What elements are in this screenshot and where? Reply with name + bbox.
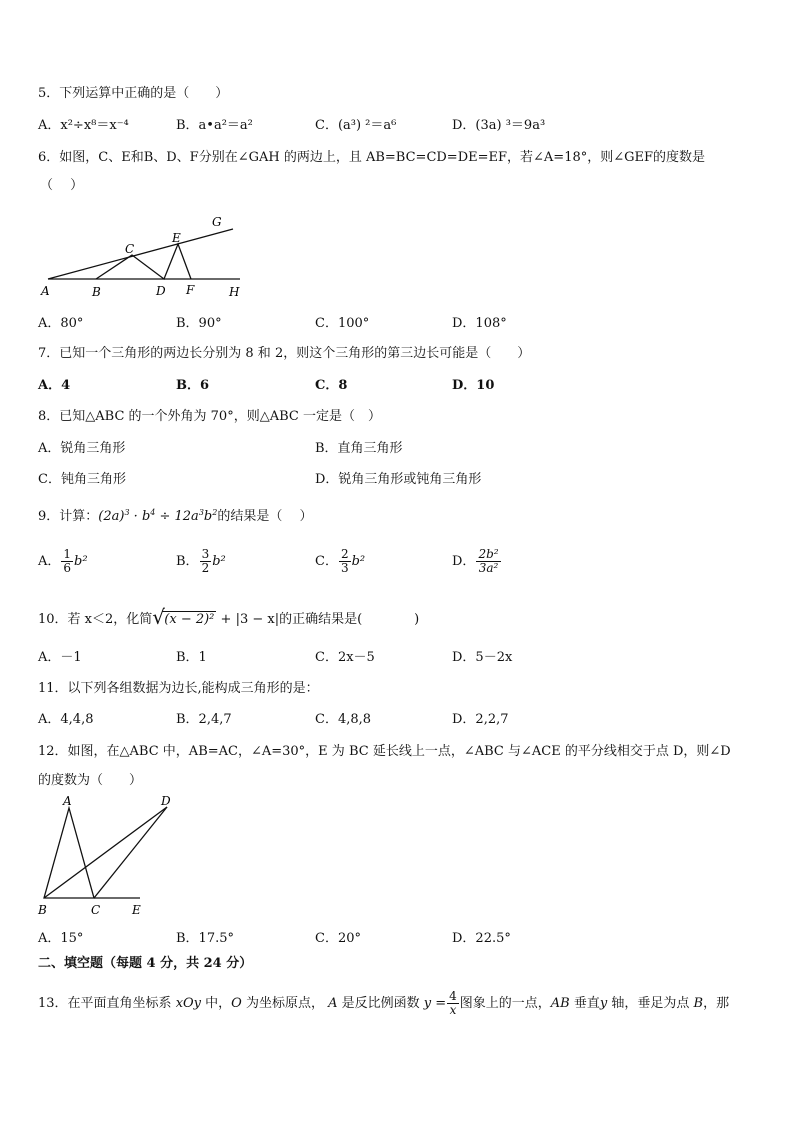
q7-option-b: B．6	[176, 378, 210, 393]
q6-label-e: E	[172, 231, 181, 245]
q9-expr-b: b	[203, 509, 213, 524]
q6-label-g: G	[212, 215, 222, 229]
q9-b-label: B．	[176, 554, 199, 569]
q9-a-tail: b²	[74, 554, 88, 569]
q10-tail: + |3 − x|的正确结果是( )	[216, 612, 420, 627]
q9-c-fraction	[339, 548, 351, 575]
q13-p7: 轴，垂足为点	[607, 996, 694, 1011]
q11-option-c: C．4,8,8	[315, 712, 372, 727]
q12-triangle-abc	[44, 808, 94, 898]
q6-stem-cont: （ ）	[40, 178, 84, 193]
q8-stem: 8．已知△ABC 的一个外角为 70°，则△ABC 一定是（ ）	[38, 409, 381, 424]
q9-c-num: 2	[340, 547, 349, 561]
q12-label-a: A	[63, 794, 72, 808]
q12-label-e: E	[132, 903, 141, 917]
q13-num: 4	[449, 989, 457, 1003]
q9-c-label: C．	[315, 554, 338, 569]
q9-prefix: 9．计算：	[38, 509, 99, 524]
q13-p3: 为坐标原点，	[241, 996, 329, 1011]
q9-c-den: 3	[340, 561, 349, 575]
q13-o: O	[231, 996, 242, 1011]
q13-p2: 中，	[201, 996, 232, 1011]
q11-stem: 11．以下列各组数据为边长,能构成三角形的是：	[38, 681, 319, 696]
sqrt-symbol-icon: √	[152, 605, 166, 629]
q8-option-d: D．锐角三角形或钝角三角形	[315, 472, 482, 487]
q9-b-fraction	[200, 548, 212, 575]
q9-a-den: 6	[63, 561, 72, 575]
q9-stem	[38, 505, 312, 524]
q9-expr-exp4: 2	[212, 508, 218, 517]
q10-option-b: B．1	[176, 650, 207, 665]
q12-label-b: B	[38, 903, 47, 917]
q8-option-c: C．钝角三角形	[38, 472, 126, 487]
q9-d-num: 2b²	[478, 547, 499, 561]
q12-stem-cont: 的度数为（ ）	[38, 773, 143, 788]
q13-p8: ，那	[703, 996, 730, 1011]
q10-option-c: C．2x－5	[315, 650, 375, 665]
q13-p4: 是反比例函数	[337, 996, 424, 1011]
q13-prefix: 13．在平面直角坐标系	[38, 996, 176, 1011]
q9-a-label: A．	[38, 554, 61, 569]
q9-a-num: 1	[63, 547, 72, 561]
q13-y: y	[599, 996, 608, 1011]
q11-option-b: B．2,4,7	[176, 712, 232, 727]
q6-label-c: C	[125, 242, 135, 256]
q13-b: B	[693, 996, 704, 1011]
q9-d-den: 3a²	[478, 561, 499, 575]
q9-b-num: 3	[201, 547, 210, 561]
q9-d-fraction	[476, 548, 500, 575]
q5-option-a: A．x²÷x⁸＝x⁻⁴	[38, 118, 129, 133]
section2-title: 二、填空题（每题 4 分，共 24 分）	[38, 956, 253, 971]
q11-option-d: D．2,2,7	[452, 712, 509, 727]
q10-option-a: A．－1	[38, 650, 82, 665]
q13-p6: 垂直	[569, 996, 600, 1011]
q8-option-a: A．锐角三角形	[38, 441, 126, 456]
q13-p5: 图象上的一点，	[459, 996, 551, 1011]
q6-option-c: C．100°	[315, 316, 370, 331]
q10-prefix: 10．若 x＜2，化简	[38, 612, 153, 627]
q9-expression	[98, 509, 217, 524]
q12-option-d: D．22.5°	[452, 931, 511, 946]
q13-den: x	[449, 1003, 457, 1017]
q9-expr-mid: · b	[129, 509, 151, 524]
q12-figure	[32, 792, 182, 922]
q9-b-tail: b²	[212, 554, 226, 569]
q9-expr-exp2: 4	[150, 508, 156, 517]
q10-stem	[38, 605, 420, 629]
q6-label-a: A	[41, 284, 50, 298]
q13-stem	[38, 990, 729, 1017]
q9-expr-exp3: 3	[198, 508, 204, 517]
q12-option-a: A．15°	[38, 931, 84, 946]
q6-option-d: D．108°	[452, 316, 507, 331]
q9-d-label: D．	[452, 554, 476, 569]
q6-label-d: D	[156, 284, 166, 298]
q9-a-fraction	[61, 548, 73, 575]
q6-option-b: B．90°	[176, 316, 222, 331]
q5-option-d: D．(3a) ³＝9a³	[452, 118, 546, 133]
q6-figure	[36, 208, 256, 304]
q11-option-a: A．4,4,8	[38, 712, 94, 727]
q12-option-b: B．17.5°	[176, 931, 234, 946]
q6-label-b: B	[92, 285, 101, 299]
q9-b-den: 2	[201, 561, 210, 575]
q13-xoy: xOy	[175, 996, 202, 1011]
q7-stem: 7．已知一个三角形的两边长分别为 8 和 2，则这个三角形的第三边长可能是（ ）	[38, 346, 531, 361]
q5-option-c: C．(a³) ²＝a⁶	[315, 118, 397, 133]
q9-option-a	[38, 548, 88, 575]
q6-label-h: H	[229, 285, 240, 299]
q12-label-d: D	[161, 794, 171, 808]
q7-option-c: C．8	[315, 378, 348, 393]
q9-suffix: 的结果是（ ）	[217, 509, 313, 524]
q5-option-b: B．a•a²＝a²	[176, 118, 253, 133]
q9-expr-base: (2a)	[98, 509, 125, 524]
q9-expr-exp1: 3	[124, 508, 130, 517]
q13-yeq: y =	[423, 996, 447, 1011]
q10-radicand: (x − 2)²	[164, 612, 215, 627]
q6-label-f: F	[186, 283, 195, 297]
q9-option-d	[452, 548, 502, 575]
q10-option-d: D．5－2x	[452, 650, 513, 665]
q10-sqrt	[152, 605, 216, 629]
q12-stem: 12．如图，在△ABC 中，AB=AC，∠A=30°，E 为 BC 延长线上一点，∠ABC 与∠ACE 的平分线相交于点 D，则∠D	[38, 744, 731, 759]
q7-option-d: D．10	[452, 378, 495, 393]
q9-expr-div: ÷ 12a	[155, 509, 199, 524]
q13-fraction	[447, 990, 459, 1017]
q7-option-a: A．4	[38, 378, 71, 393]
q6-ray-ag	[48, 229, 233, 279]
q13-a: A	[328, 996, 338, 1011]
q12-label-c: C	[91, 903, 101, 917]
q9-option-c	[315, 548, 365, 575]
q5-stem: 5．下列运算中正确的是（ ）	[38, 86, 229, 101]
q13-ab: AB	[550, 996, 570, 1011]
q9-c-tail: b²	[351, 554, 366, 569]
q6-option-a: A．80°	[38, 316, 84, 331]
q8-option-b: B．直角三角形	[315, 441, 403, 456]
q6-stem: 6．如图，C、E和B、D、F分别在∠GAH 的两边上，且 AB=BC=CD=DE=EF，若∠A=18°，则∠GEF的度数是	[38, 150, 706, 165]
q6-zigzag	[96, 244, 191, 279]
q9-option-b	[176, 548, 226, 575]
q12-option-c: C．20°	[315, 931, 361, 946]
